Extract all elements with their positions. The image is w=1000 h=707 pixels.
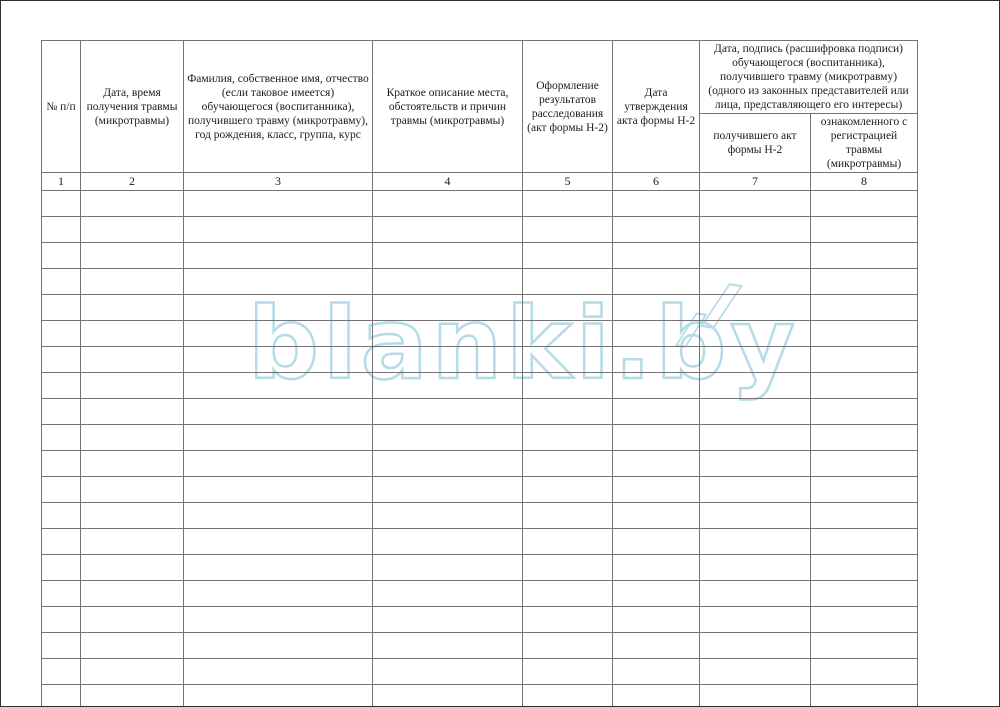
empty-cell [613, 477, 700, 503]
empty-cell [184, 607, 373, 633]
empty-cell [700, 191, 811, 217]
empty-cell [811, 477, 918, 503]
empty-cell [613, 607, 700, 633]
empty-cell [811, 321, 918, 347]
empty-cell [700, 217, 811, 243]
empty-cell [811, 425, 918, 451]
empty-cell [811, 269, 918, 295]
empty-cell [811, 555, 918, 581]
table-row [42, 477, 918, 503]
empty-cell [184, 321, 373, 347]
empty-cell [373, 607, 523, 633]
empty-cell [81, 217, 184, 243]
empty-cell [42, 633, 81, 659]
empty-cell [81, 399, 184, 425]
empty-cell [81, 685, 184, 707]
empty-cell [613, 191, 700, 217]
empty-cell [523, 685, 613, 707]
empty-cell [811, 529, 918, 555]
empty-cell [700, 659, 811, 685]
empty-cell [613, 217, 700, 243]
empty-cell [42, 685, 81, 707]
empty-cell [373, 373, 523, 399]
empty-cell [184, 217, 373, 243]
empty-cell [42, 477, 81, 503]
empty-cell [523, 633, 613, 659]
empty-cell [811, 633, 918, 659]
empty-cell [700, 295, 811, 321]
empty-cell [373, 295, 523, 321]
blanki-by-watermark: blanki.by [248, 287, 799, 402]
empty-cell [42, 607, 81, 633]
empty-cell [811, 503, 918, 529]
empty-cell [81, 191, 184, 217]
empty-cell [42, 269, 81, 295]
empty-cell [523, 399, 613, 425]
empty-cell [613, 373, 700, 399]
empty-cell [81, 295, 184, 321]
empty-cell [373, 217, 523, 243]
empty-cell [184, 425, 373, 451]
empty-cell [613, 581, 700, 607]
empty-cell [613, 399, 700, 425]
empty-cell [700, 685, 811, 707]
empty-cell [523, 347, 613, 373]
empty-cell [700, 529, 811, 555]
empty-cell [700, 347, 811, 373]
empty-cell [613, 451, 700, 477]
table-row [42, 425, 918, 451]
table-row [42, 503, 918, 529]
empty-cell [613, 659, 700, 685]
empty-cell [700, 399, 811, 425]
empty-cell [811, 607, 918, 633]
empty-cell [184, 399, 373, 425]
empty-cell [184, 347, 373, 373]
empty-cell [700, 243, 811, 269]
empty-cell [42, 451, 81, 477]
empty-cell [42, 659, 81, 685]
table-row [42, 529, 918, 555]
empty-cell [523, 191, 613, 217]
empty-cell [613, 425, 700, 451]
empty-cell [42, 399, 81, 425]
column-number: 5 [523, 173, 613, 191]
col-header-investigation-results: Оформление результатов расследования (акт формы Н-2) [523, 41, 613, 173]
empty-cell [184, 555, 373, 581]
empty-cell [523, 477, 613, 503]
header-row-main [42, 41, 918, 114]
empty-cell [81, 607, 184, 633]
empty-cell [523, 243, 613, 269]
empty-cell [523, 555, 613, 581]
empty-cell [373, 503, 523, 529]
table-row [42, 321, 918, 347]
table-row [42, 269, 918, 295]
column-number: 8 [811, 173, 918, 191]
empty-cell [81, 555, 184, 581]
empty-cell [700, 373, 811, 399]
col-header-description: Краткое описание места, обстоятельств и причин травмы (микротравмы) [373, 41, 523, 173]
empty-cell [373, 425, 523, 451]
empty-cell [373, 347, 523, 373]
column-numbers-row [42, 173, 918, 191]
col-header-acquainted-registration: ознакомленного с регистрацией травмы (микротравмы) [811, 114, 918, 173]
table-row [42, 451, 918, 477]
empty-cell [373, 633, 523, 659]
empty-cell [811, 243, 918, 269]
empty-cell [700, 503, 811, 529]
col-header-number: № п/п [42, 41, 81, 173]
col-header-date-time: Дата, время получения травмы (микротравмы) [81, 41, 184, 173]
empty-cell [184, 659, 373, 685]
empty-cell [373, 685, 523, 707]
empty-cell [811, 685, 918, 707]
empty-cell [81, 477, 184, 503]
table-row [42, 243, 918, 269]
empty-cell [700, 269, 811, 295]
column-number: 3 [184, 173, 373, 191]
empty-cell [184, 477, 373, 503]
empty-cell [700, 477, 811, 503]
empty-cell [81, 425, 184, 451]
empty-cell [81, 581, 184, 607]
empty-cell [613, 347, 700, 373]
col-header-approval-date: Дата утверждения акта формы Н-2 [613, 41, 700, 173]
empty-cell [523, 425, 613, 451]
empty-cell [700, 607, 811, 633]
empty-cell [811, 217, 918, 243]
empty-cell [373, 321, 523, 347]
empty-cell [523, 607, 613, 633]
empty-cell [42, 581, 81, 607]
empty-cell [811, 581, 918, 607]
empty-cell [42, 529, 81, 555]
table-row [42, 659, 918, 685]
empty-cell [184, 269, 373, 295]
table-row [42, 633, 918, 659]
empty-cell [811, 373, 918, 399]
empty-cell [81, 347, 184, 373]
empty-cell [42, 295, 81, 321]
empty-cell [42, 347, 81, 373]
group-header-date-signature: Дата, подпись (расшифровка подписи) обучающегося (воспитанника), получившего травму (микротравму) (одного из законных представителей или лица, представляющего его интересы) [700, 41, 918, 114]
empty-cell [184, 451, 373, 477]
table-row [42, 191, 918, 217]
empty-cell [811, 399, 918, 425]
empty-cell [613, 321, 700, 347]
empty-cell [373, 399, 523, 425]
column-number: 4 [373, 173, 523, 191]
column-number: 2 [81, 173, 184, 191]
table-row [42, 555, 918, 581]
empty-cell [811, 659, 918, 685]
table-row [42, 581, 918, 607]
empty-cell [523, 659, 613, 685]
table-row [42, 399, 918, 425]
empty-cell [613, 269, 700, 295]
column-number: 1 [42, 173, 81, 191]
empty-cell [613, 529, 700, 555]
empty-cell [184, 685, 373, 707]
empty-cell [523, 321, 613, 347]
table-row [42, 685, 918, 707]
empty-cell [373, 659, 523, 685]
table-row [42, 607, 918, 633]
table-row [42, 217, 918, 243]
empty-cell [811, 295, 918, 321]
empty-cell [523, 269, 613, 295]
column-number: 7 [700, 173, 811, 191]
empty-cell [184, 581, 373, 607]
empty-cell [700, 555, 811, 581]
empty-cell [81, 373, 184, 399]
empty-cell [613, 685, 700, 707]
empty-cell [81, 659, 184, 685]
empty-cell [184, 191, 373, 217]
empty-cell [613, 295, 700, 321]
column-number: 6 [613, 173, 700, 191]
empty-cell [184, 373, 373, 399]
table-row [42, 295, 918, 321]
empty-cell [373, 555, 523, 581]
empty-cell [811, 451, 918, 477]
empty-cell [811, 191, 918, 217]
empty-cell [42, 425, 81, 451]
empty-cell [523, 581, 613, 607]
empty-cell [42, 321, 81, 347]
empty-cell [523, 217, 613, 243]
table-row [42, 347, 918, 373]
empty-cell [523, 373, 613, 399]
col-header-received-act: получившего акт формы Н-2 [700, 114, 811, 173]
empty-cell [42, 373, 81, 399]
microtrauma-register-table [41, 40, 918, 707]
empty-cell [184, 295, 373, 321]
empty-cell [373, 191, 523, 217]
empty-cell [700, 633, 811, 659]
empty-cell [373, 581, 523, 607]
empty-cell [373, 243, 523, 269]
empty-cell [184, 633, 373, 659]
empty-cell [523, 295, 613, 321]
empty-cell [700, 321, 811, 347]
empty-cell [613, 555, 700, 581]
empty-cell [613, 243, 700, 269]
empty-cell [373, 269, 523, 295]
empty-cell [184, 503, 373, 529]
empty-cell [81, 321, 184, 347]
empty-cell [373, 477, 523, 503]
empty-cell [523, 503, 613, 529]
empty-cell [811, 347, 918, 373]
empty-cell [700, 451, 811, 477]
empty-cell [81, 243, 184, 269]
empty-cell [81, 633, 184, 659]
empty-cell [700, 425, 811, 451]
empty-cell [42, 243, 81, 269]
empty-cell [613, 633, 700, 659]
empty-cell [700, 581, 811, 607]
empty-cell [523, 451, 613, 477]
empty-cell [184, 529, 373, 555]
empty-cell [42, 191, 81, 217]
empty-cell [613, 503, 700, 529]
empty-cell [81, 269, 184, 295]
table-row [42, 373, 918, 399]
empty-cell [523, 529, 613, 555]
empty-cell [81, 503, 184, 529]
empty-cell [184, 243, 373, 269]
empty-cell [81, 529, 184, 555]
empty-cell [373, 451, 523, 477]
empty-cell [42, 555, 81, 581]
empty-cell [81, 451, 184, 477]
col-header-person-name: Фамилия, собственное имя, отчество (если таковое имеется) обучающегося (воспитанника), получившего травму (микротравму), год рождения, класс, группа, курс [184, 41, 373, 173]
empty-cell [42, 503, 81, 529]
empty-cell [373, 529, 523, 555]
empty-cell [42, 217, 81, 243]
